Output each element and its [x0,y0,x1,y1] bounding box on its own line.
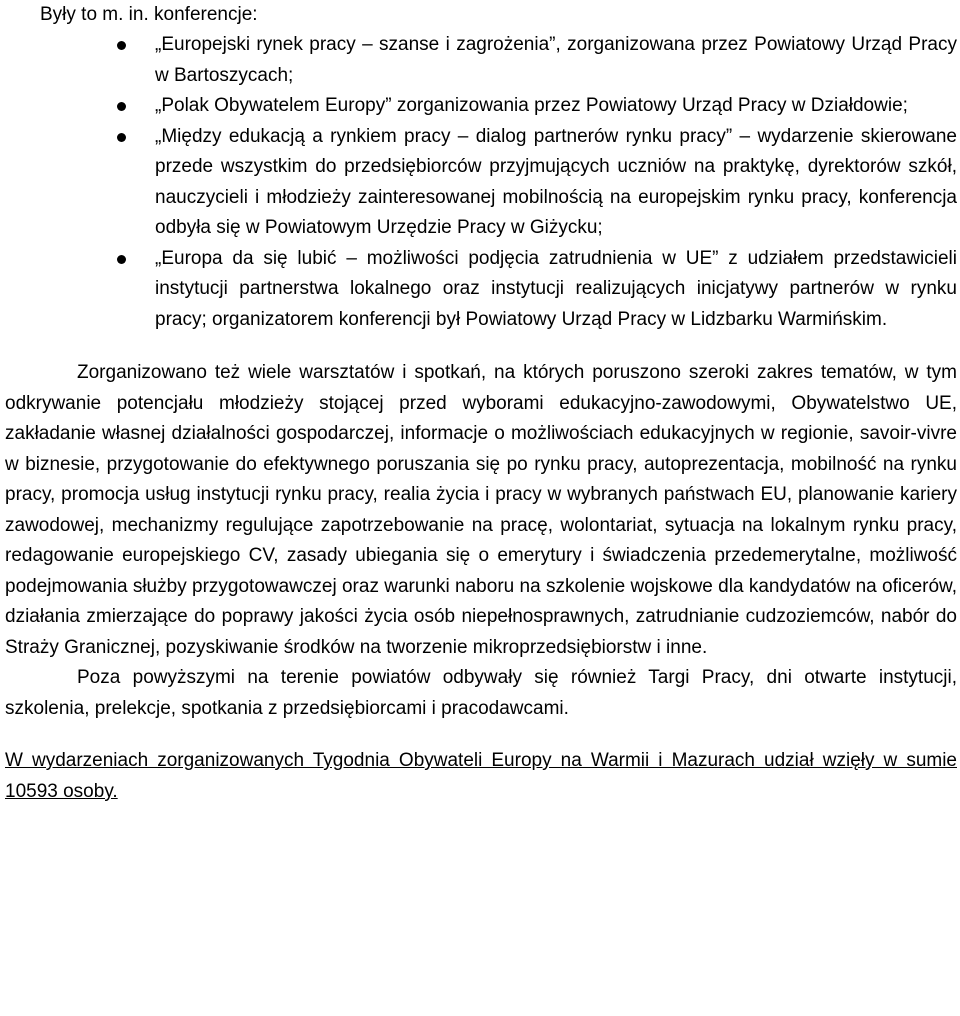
conference-item [5,244,957,336]
conference-text: „Europa da się lubić – możliwości podjęcia zatrudnienia w UE” z udziałem przedstawicieli instytucji partnerstwa lokalnego oraz instytucji realizujących inicjatywy partnerów w rynku pracy; organizatorem konferencji był Powiatowy Urząd Pracy w Lidzbarku Warmińskim. [155,247,957,330]
conference-item [5,91,957,122]
conference-item [5,30,957,91]
bullet-icon [117,41,126,50]
conference-text: „Europejski rynek pracy – szanse i zagrożenia”, zorganizowana przez Powiatowy Urząd Pracy w Bartoszycach; [155,34,957,86]
conference-list [5,30,957,335]
summary-statement: W wydarzeniach zorganizowanych Tygodnia Obywateli Europy na Warmii i Mazurach udział wzięły w sumie 10593 osoby. [5,750,957,802]
intro-line: Były to m. in. konferencje: [40,4,258,25]
bullet-icon [117,133,126,142]
events-paragraph: Poza powyższymi na terenie powiatów odbywały się również Targi Pracy, dni otwarte instytucji, szkolenia, prelekcje, spotkania z przedsiębiorcami i pracodawcami. [5,667,957,719]
workshops-paragraph: Zorganizowano też wiele warsztatów i spotkań, na których poruszono szeroki zakres tematów, w tym odkrywanie potencjału młodzieży stojącej przed wyborami edukacyjno-zawodowymi, Obywatelstwo UE, zakładanie własnej działalności gospodarczej, informacje o możliwościach edukacyjnych w regionie, savoir-vivre w biznesie, przygotowanie do efektywnego poruszania się po rynku pracy, autoprezentacja, mobilność na rynku pracy, promocja usług instytucji rynku pracy, realia życia i pracy w wybranych państwach EU, planowanie kariery zawodowej, mechanizmy regulujące zapotrzebowanie na pracę, wolontariat, sytuacja na lokalnym rynku pracy, redagowanie europejskiego CV, zasady ubiegania się o emerytury i świadczenia przedemerytalne, możliwość podejmowania służby przygotowawczej oraz warunki naboru na szkolenie wojskowe dla kandydatów na oficerów, działania zmierzające do poprawy jakości życia osób niepełnosprawnych, zatrudnianie cudzoziemców, nabór do Straży Granicznej, pozyskiwanie środków na tworzenie mikroprzedsiębiorstw i inne. [5,362,957,658]
conference-text: „Między edukacją a rynkiem pracy – dialog partnerów rynku pracy” – wydarzenie skierowane przede wszystkim do przedsiębiorców przyjmujących uczniów na praktykę, dyrektorów szkół, nauczycieli i młodzieży zainteresowanej mobilnością na europejskim rynku pracy, konferencja odbyła się w Powiatowym Urzędzie Pracy w Giżycku; [155,125,957,238]
bullet-icon [117,102,126,111]
document-page [5,0,957,807]
conference-text: „Polak Obywatelem Europy” zorganizowania przez Powiatowy Urząd Pracy w Działdowie; [155,95,908,116]
bullet-icon [117,255,126,264]
conference-item [5,122,957,244]
